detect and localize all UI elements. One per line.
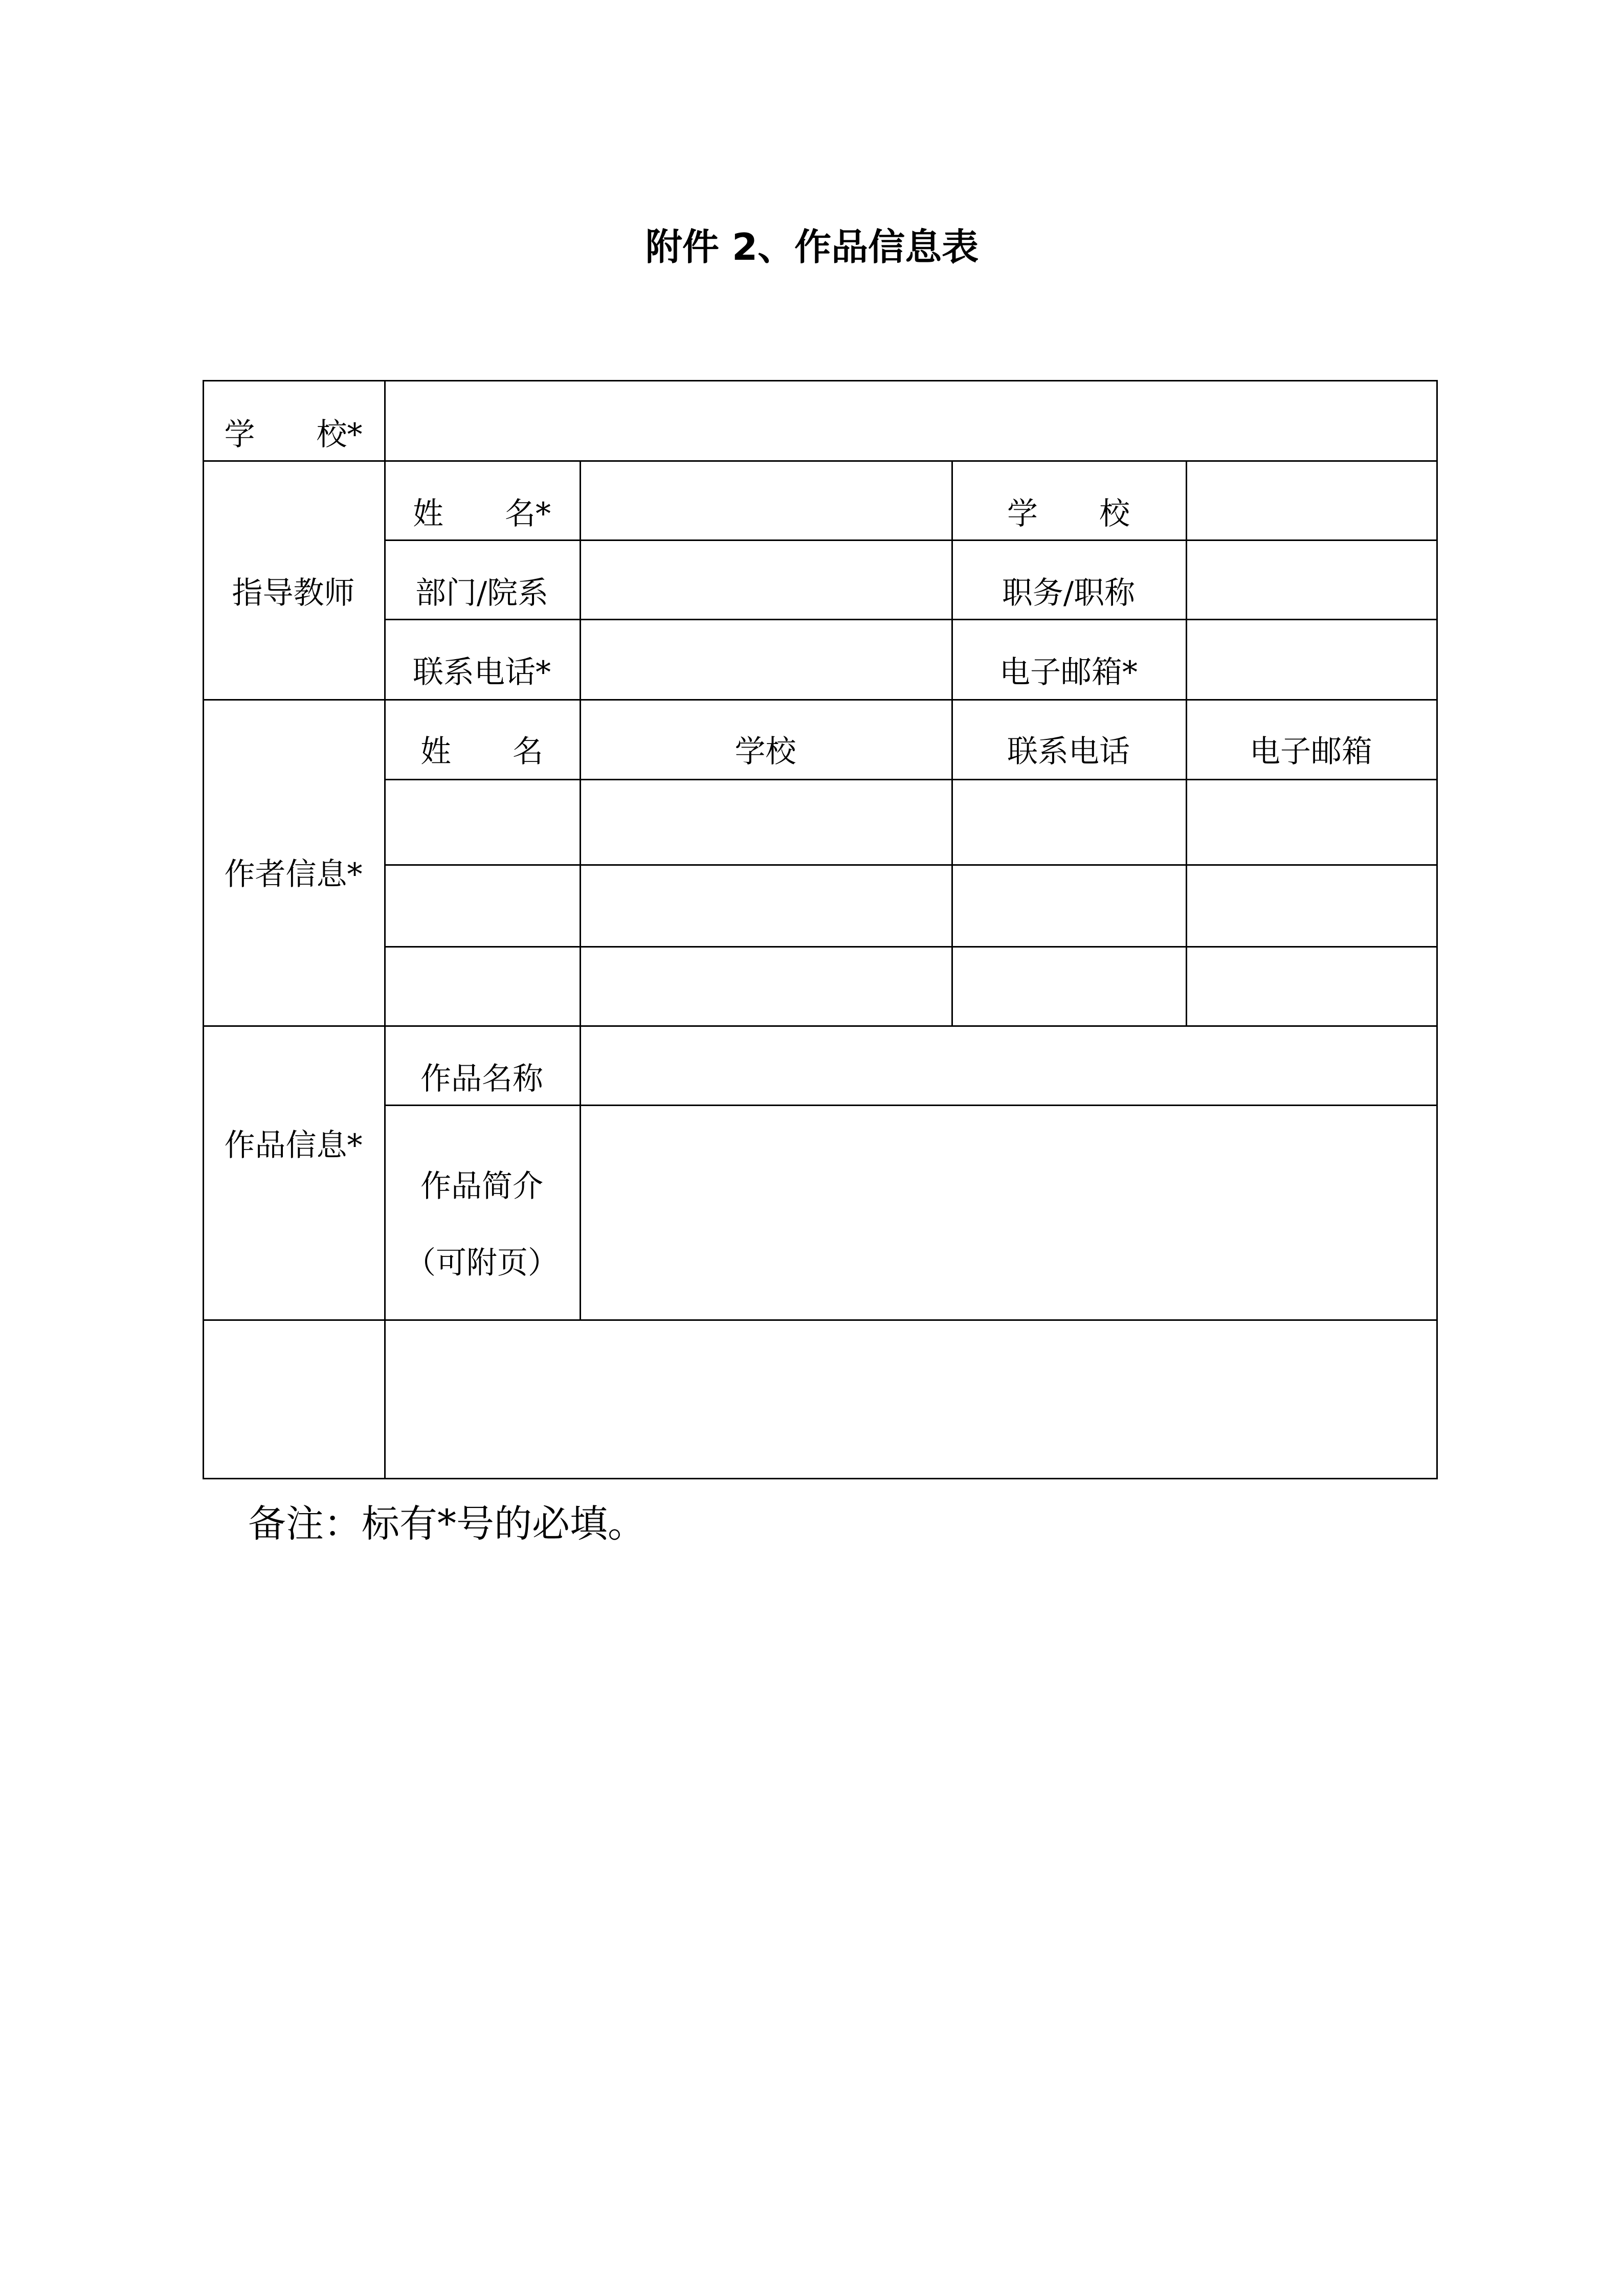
author-row-3-school[interactable] <box>580 946 951 1025</box>
advisor-position-label: 职务/职称 <box>1002 575 1136 611</box>
author-row-2-phone[interactable] <box>951 864 1186 946</box>
advisor-dept-field[interactable] <box>580 539 951 619</box>
author-row-1-email[interactable] <box>1186 779 1436 864</box>
advisor-phone-field[interactable] <box>580 619 951 699</box>
author-row-1-phone[interactable] <box>951 779 1186 864</box>
footnote: 备注：标有*号的必填。 <box>248 1502 646 1546</box>
blank-field[interactable] <box>384 1319 1436 1478</box>
author-row-1-name[interactable] <box>384 779 580 864</box>
table-border-bottom <box>203 1478 1438 1479</box>
advisor-dept-label: 部门/院系 <box>415 575 549 611</box>
work-name-label: 作品名称 <box>420 1061 543 1097</box>
author-row-3-phone[interactable] <box>951 946 1186 1025</box>
author-row-2-email[interactable] <box>1186 864 1436 946</box>
work-section-label: 作品信息* <box>224 1128 363 1163</box>
blank-label-cell <box>203 1319 384 1478</box>
school-label: 学 校* <box>224 417 363 453</box>
advisor-school-label: 学 校 <box>1007 496 1130 532</box>
advisor-email-label: 电子邮箱* <box>999 655 1138 690</box>
work-intro-sublabel: （可附页） <box>405 1245 559 1281</box>
advisor-section-label: 指导教师 <box>232 575 355 611</box>
advisor-school-field[interactable] <box>1186 460 1436 539</box>
advisor-email-field[interactable] <box>1186 619 1436 699</box>
author-row-2-name[interactable] <box>384 864 580 946</box>
author-row-2-school[interactable] <box>580 864 951 946</box>
author-row-1-school[interactable] <box>580 779 951 864</box>
table-line <box>203 699 1438 701</box>
author-row-3-email[interactable] <box>1186 946 1436 1025</box>
author-header-phone: 联系电话 <box>1007 734 1130 770</box>
work-intro-label: 作品简介 <box>420 1168 543 1204</box>
page-title: 附件 2、作品信息表 <box>645 226 979 268</box>
table-border-right <box>1436 380 1438 1479</box>
author-section-label: 作者信息* <box>224 857 363 892</box>
school-field[interactable] <box>384 380 1436 460</box>
table-border-left <box>203 380 204 1479</box>
author-header-name: 姓 名 <box>420 734 543 770</box>
advisor-phone-label: 联系电话* <box>413 655 551 690</box>
work-intro-field[interactable] <box>580 1105 1436 1319</box>
advisor-name-label: 姓 名* <box>413 496 551 532</box>
advisor-name-field[interactable] <box>580 460 951 539</box>
author-row-3-name[interactable] <box>384 946 580 1025</box>
author-header-school: 学校 <box>735 734 796 770</box>
advisor-position-field[interactable] <box>1186 539 1436 619</box>
work-name-field[interactable] <box>580 1025 1436 1105</box>
author-header-email: 电子邮箱 <box>1250 734 1372 770</box>
